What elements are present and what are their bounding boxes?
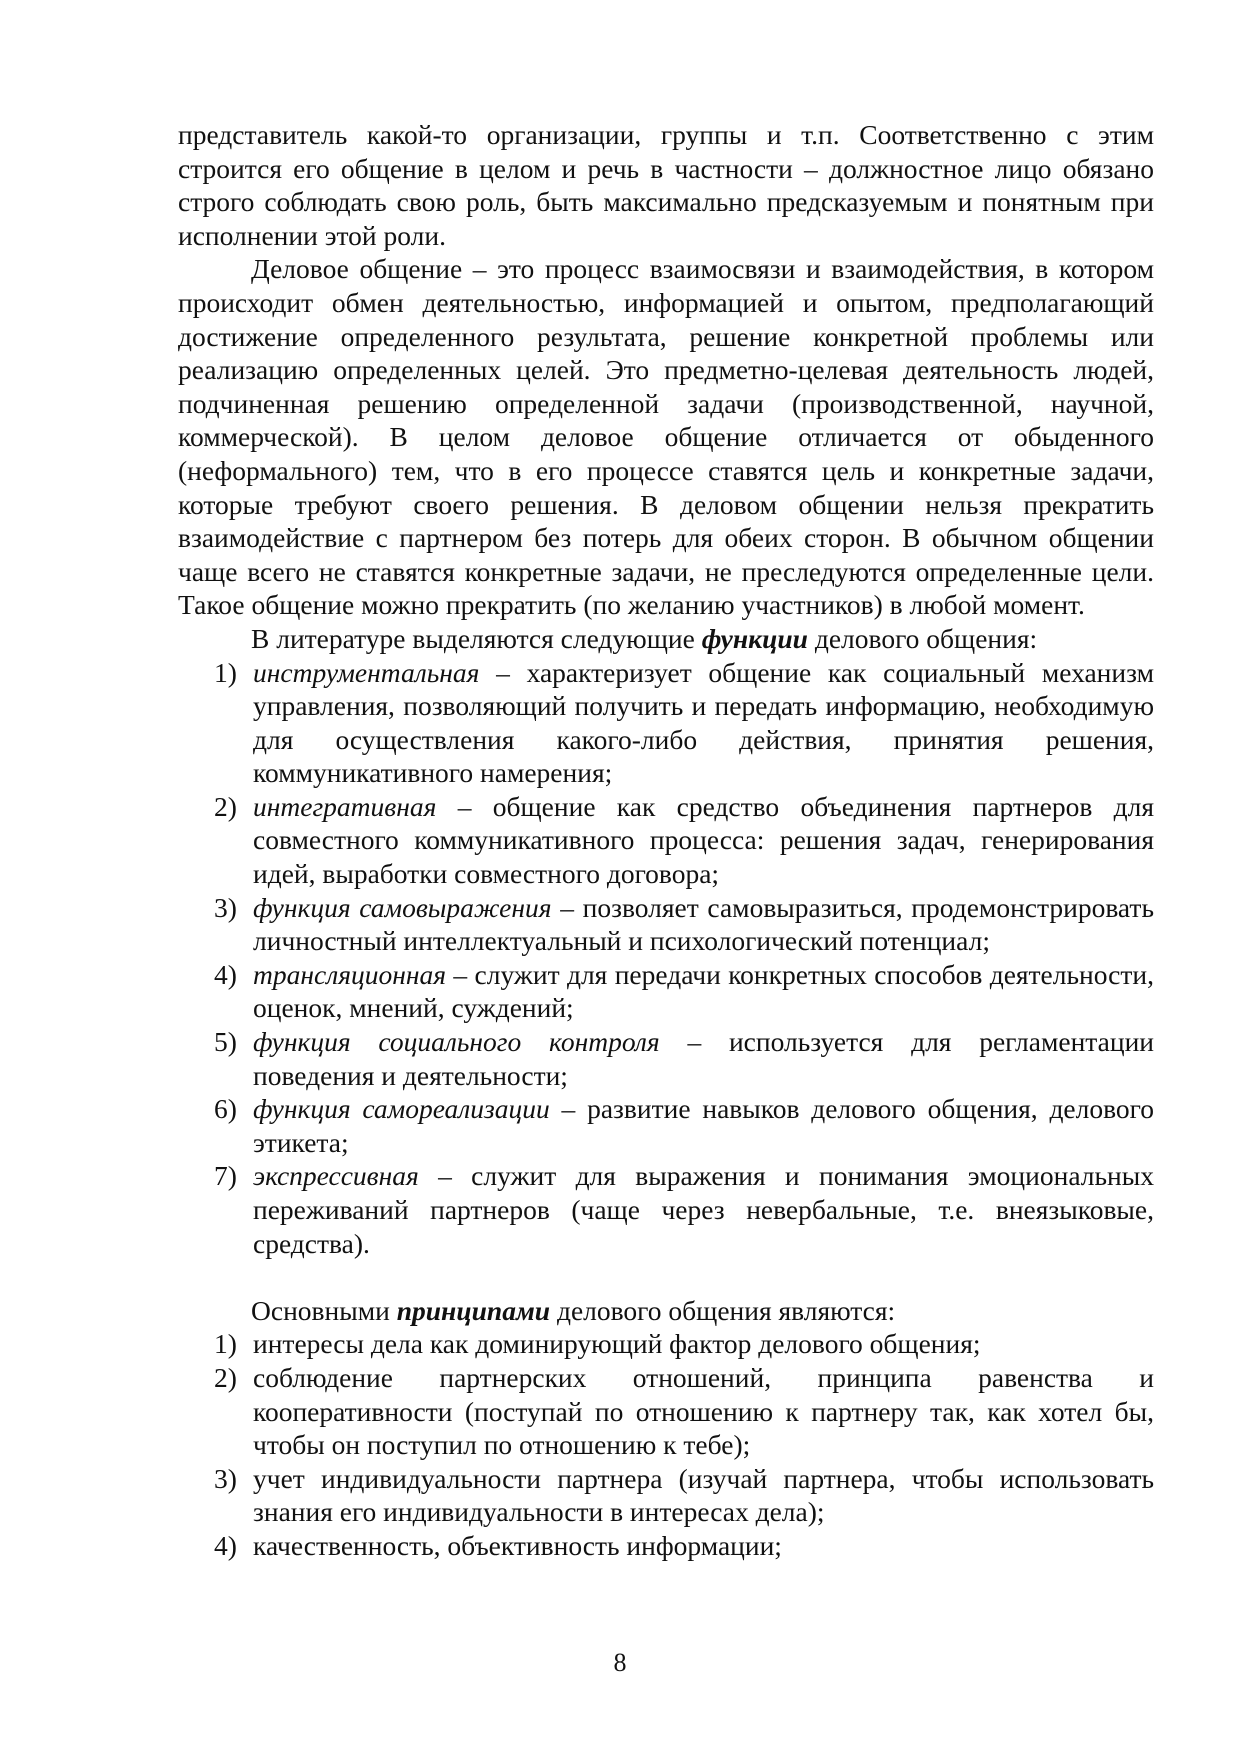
list-item-number: 7) [214,1160,237,1192]
principle-text: качественность, объективность информации; [253,1529,782,1561]
function-term: инструментальная [253,656,480,688]
function-term: интегративная [253,790,437,822]
list-item [178,1361,1154,1462]
function-term: трансляционная [253,958,447,990]
list-item-number: 1) [214,656,237,688]
function-description: – общение как средство объединения партнеров для совместного коммуникативного процесса: решения задач, генерирования идей, выработки совместного договора; [253,790,1154,890]
function-description: – характеризует общение как социальный механизм управления, позволяющий получить и передать информацию, необходимую для осуществления какого-либо действия, принятия решения, коммуникативного намерения; [253,656,1154,789]
page-content [178,118,1154,1563]
list-item-number: 5) [214,1026,237,1058]
list-item-number: 4) [214,958,237,990]
function-term: экспрессивная [253,1160,419,1192]
function-description: – используется для регламентации поведения и деятельности; [253,1026,1155,1091]
functions-keyword: функции [701,622,808,654]
list-item [178,1025,1154,1092]
functions-intro-before: В литературе выделяются следующие [251,622,702,654]
principle-text: учет индивидуальности партнера (изучай партнера, чтобы использовать знания его индивидуальности в интересах дела); [253,1462,1154,1528]
list-item [178,891,1154,958]
paragraph-definition: Деловое общение – это процесс взаимосвязи и взаимодействия, в котором происходит обмен деятельностью, информацией и опытом, предполагающий достижение определенного результата, решение конкретной проблемы или реализацию определенных целей. Это предметно-целевая деятельность людей, подчиненная решению определенной задачи (производственной, научной, коммерческой). В целом деловое общение отличается от обыденного (неформального) тем, что в его процессе ставятся цель и конкретные задачи, которые требуют своего решения. В деловом общении нельзя прекратить взаимодействие с партнером без потерь для обеих сторон. В обычном общении чаще всего не ставятся конкретные задачи, не преследуются определенные цели. Такое общение можно прекратить (по желанию участников) в любой момент. [178,253,1154,621]
list-item [178,1327,1154,1361]
principles-intro [178,1294,1154,1328]
list-item-number: 3) [214,1462,237,1494]
list-item-number: 6) [214,1093,237,1125]
list-item-number: 2) [214,1361,237,1393]
list-item [178,1092,1154,1159]
list-item-number: 3) [214,891,237,923]
functions-intro [178,622,1154,656]
function-term: функция самовыражения [253,891,552,923]
principles-intro-after: делового общения являются: [550,1294,896,1326]
list-item [178,1159,1154,1260]
function-term: функция социального контроля [253,1026,660,1058]
functions-intro-after: делового общения: [807,622,1038,654]
function-description: – служит для передачи конкретных способов деятельности, оценок, мнений, суждений; [253,958,1154,1024]
list-item [178,790,1154,891]
list-item-number: 2) [214,790,237,822]
principle-text: интересы дела как доминирующий фактор делового общения; [253,1328,981,1360]
list-item-number: 1) [214,1328,237,1360]
principle-text: соблюдение партнерских отношений, принципа равенства и кооперативности (поступай по отношению к партнеру так, как хотел бы, чтобы он поступил по отношению к тебе); [253,1361,1154,1461]
list-item [178,958,1154,1025]
principles-list [178,1327,1154,1562]
function-description: – позволяет самовыразиться, продемонстрировать личностный интеллектуальный и психологический потенциал; [253,891,1154,957]
principles-keyword: принципами [396,1294,551,1326]
functions-list [178,656,1154,1261]
function-term: функция самореализации [253,1093,550,1125]
principles-intro-before: Основными [251,1294,397,1326]
function-description: – развитие навыков делового общения, делового этикета; [253,1093,1155,1158]
page-number: 8 [613,1648,627,1677]
list-item [178,1529,1154,1563]
list-item [178,656,1154,790]
list-item-number: 4) [214,1529,237,1561]
function-description: – служит для выражения и понимания эмоциональных переживаний партнеров (чаще через невербальные, т.е. внеязыковые, средства). [253,1160,1154,1259]
section-gap [178,1260,1154,1294]
paragraph-continuation: представитель какой-то организации, группы и т.п. Соответственно с этим строится его общение в целом и речь в частности – должностное лицо обязано строго соблюдать свою роль, быть максимально предсказуемым и понятным при исполнении этой роли. [178,119,1154,251]
list-item [178,1462,1154,1529]
